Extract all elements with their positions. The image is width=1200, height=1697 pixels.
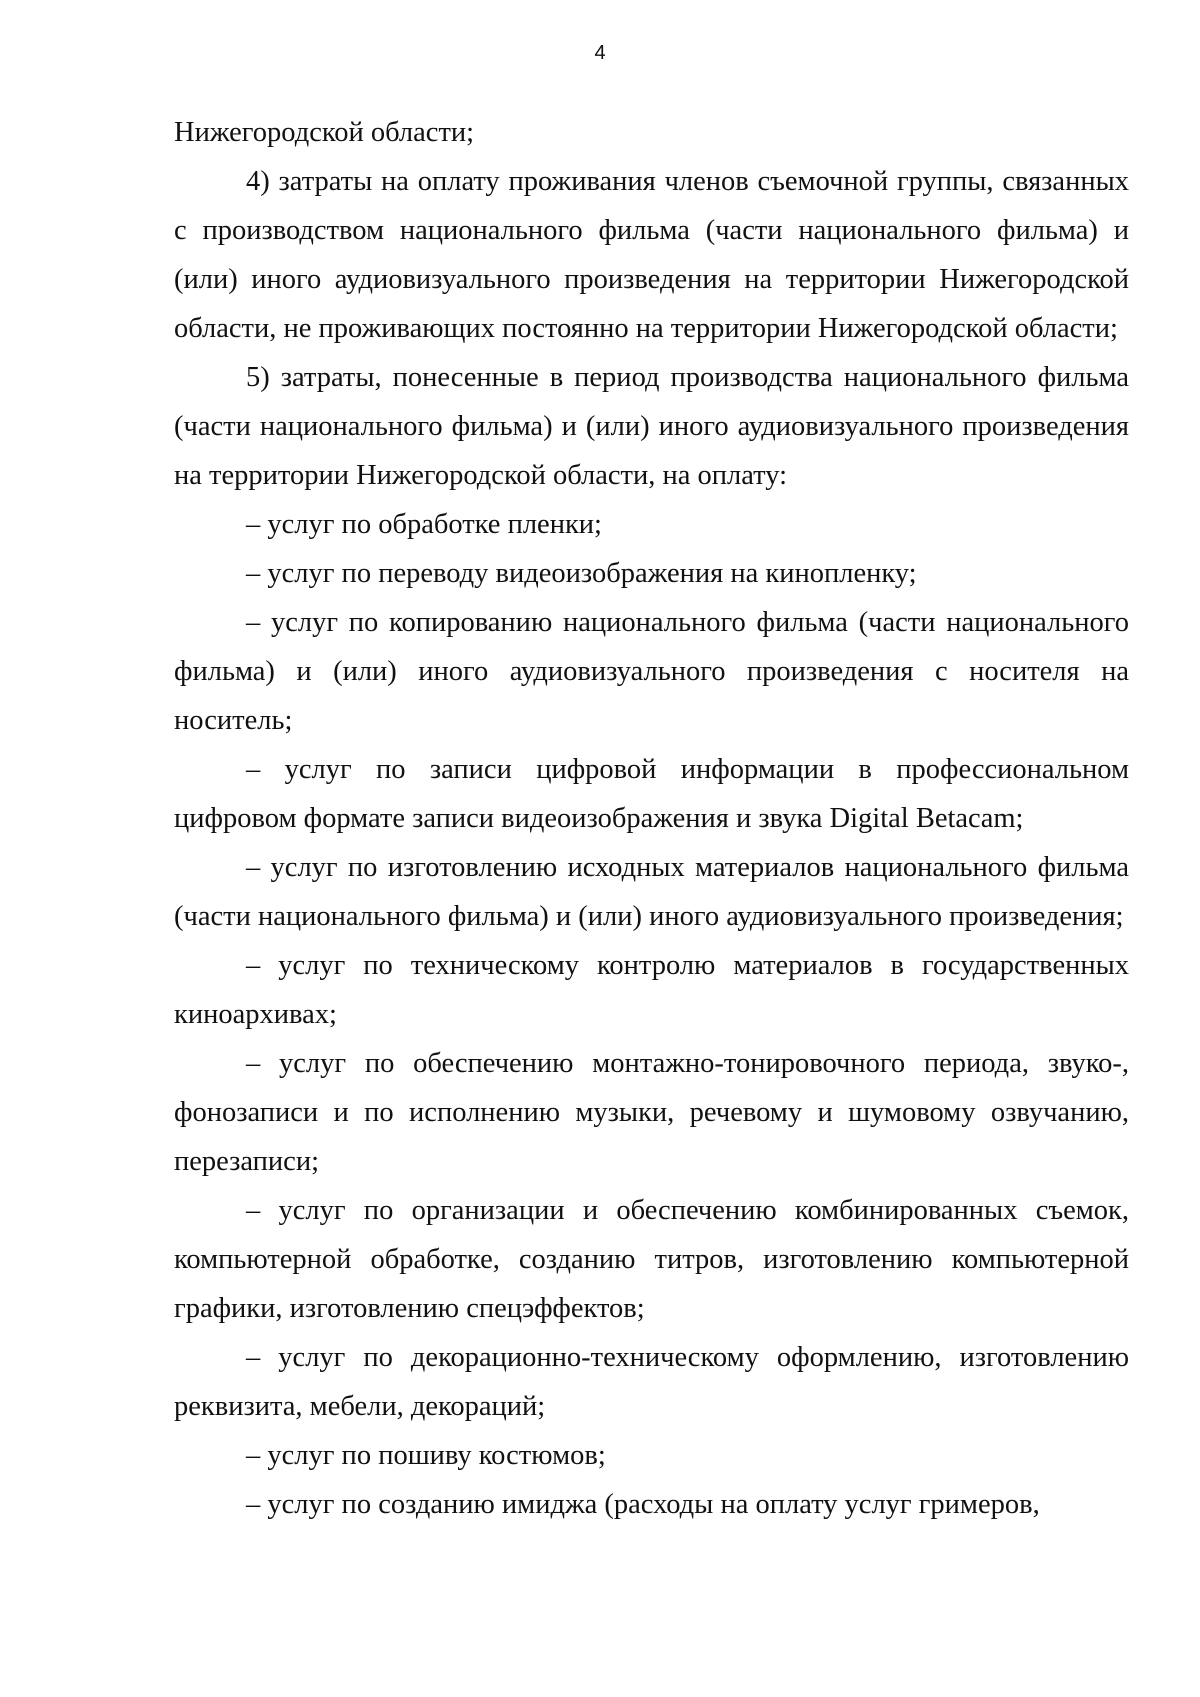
list-item-image-creation: – услуг по созданию имиджа (расходы на оплату услуг гримеров, xyxy=(246,1489,1040,1520)
list-item-copying: – услуг по копированию национального фильма (части национального фильма) и (или) иного аудиовизуального произведения с носителя на носитель; xyxy=(174,607,1129,736)
list-item-film-processing: – услуг по обработке пленки; xyxy=(246,509,602,540)
list-item-sound-period: – услуг по обеспечению монтажно-тонировочного периода, звуко-, фонозаписи и по исполнению музыки, речевому и шумовому озвучанию, перезаписи; xyxy=(174,1048,1129,1177)
paragraph-item-5: 5) затраты, понесенные в период производства национального фильма (части национального фильма) и (или) иного аудиовизуального произведения на территории Нижегородской области, на оплату: xyxy=(174,362,1129,491)
list-item-source-materials: – услуг по изготовлению исходных материалов национального фильма (части национального фильма) и (или) иного аудиовизуального произведения; xyxy=(174,852,1129,932)
list-item-digital-recording: – услуг по записи цифровой информации в профессиональном цифровом формате записи видеоизображения и звука Digital Betacam; xyxy=(174,754,1129,834)
list-item-costumes: – услуг по пошиву костюмов; xyxy=(246,1440,606,1471)
paragraph-continuation: Нижегородской области; xyxy=(174,117,475,148)
page-number: 4 xyxy=(594,42,606,64)
list-item-combined-shooting: – услуг по организации и обеспечению комбинированных съемок, компьютерной обработке, созданию титров, изготовлению компьютерной графики, изготовлению спецэффектов; xyxy=(174,1195,1129,1324)
paragraph-item-4: 4) затраты на оплату проживания членов съемочной группы, связанных с производством национального фильма (части национального фильма) и (или) иного аудиовизуального произведения на территории Нижегородской области, не проживающих постоянно на территории Нижегородской области; xyxy=(174,166,1129,344)
list-item-video-to-film: – услуг по переводу видеоизображения на кинопленку; xyxy=(246,558,917,589)
list-item-technical-control: – услуг по техническому контролю материалов в государственных киноархивах; xyxy=(174,950,1129,1030)
document-body xyxy=(174,108,1129,1529)
list-item-decoration: – услуг по декорационно-техническому оформлению, изготовлению реквизита, мебели, декораций; xyxy=(174,1342,1129,1422)
